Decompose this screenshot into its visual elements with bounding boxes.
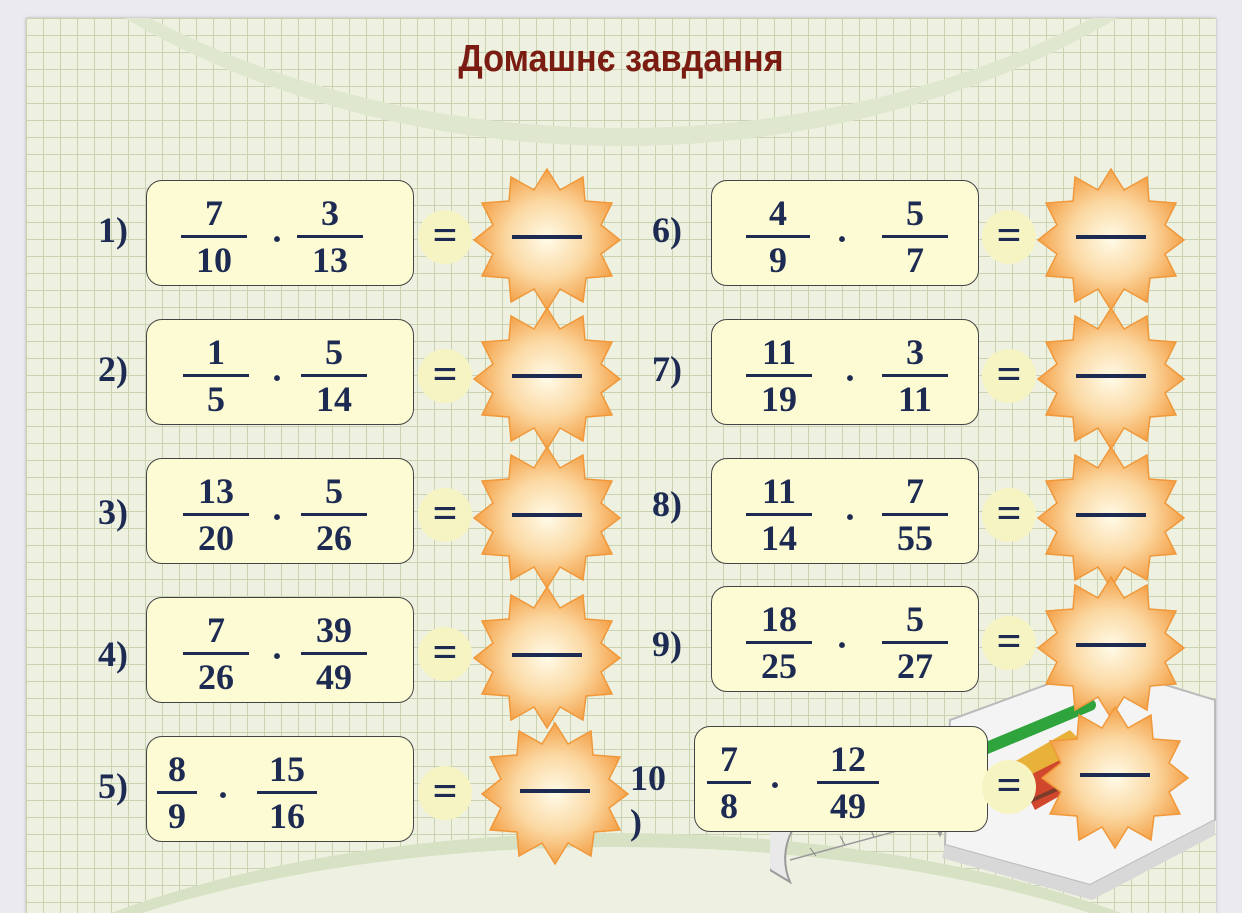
expression-box	[711, 586, 979, 692]
expression-box	[146, 736, 414, 842]
fraction-a	[183, 471, 249, 558]
fraction-b	[301, 471, 367, 558]
denominator: 7	[906, 240, 924, 280]
denominator: 19	[761, 379, 797, 419]
denominator: 25	[761, 646, 797, 686]
fraction-a	[707, 739, 751, 826]
fraction-a	[746, 332, 812, 419]
answer-sun[interactable]	[1036, 164, 1186, 314]
answer-blank	[1076, 513, 1146, 517]
fraction-a	[157, 749, 197, 836]
fraction-a	[746, 599, 812, 686]
denominator: 9	[168, 796, 186, 836]
answer-blank	[512, 374, 582, 378]
multiply-sign: ·	[836, 219, 849, 259]
exercise-number: 6)	[652, 210, 682, 250]
exercise-number: 5)	[98, 766, 128, 806]
denominator: 10	[196, 240, 232, 280]
answer-sun[interactable]	[480, 718, 630, 868]
numerator: 7	[205, 193, 223, 233]
answer-blank	[1076, 374, 1146, 378]
numerator: 8	[168, 749, 186, 789]
numerator: 39	[316, 610, 352, 650]
fraction-b	[257, 749, 317, 836]
fraction-b	[882, 193, 948, 280]
answer-blank	[520, 789, 590, 793]
exercise-number: 3)	[98, 492, 128, 532]
fraction-b	[817, 739, 879, 826]
numerator: 4	[769, 193, 787, 233]
equals-sign: =	[982, 760, 1036, 814]
exercise-number: 1)	[98, 210, 128, 250]
sun-burst-icon	[472, 582, 622, 732]
denominator: 11	[897, 379, 932, 419]
denominator: 49	[830, 786, 866, 826]
numerator: 12	[830, 739, 866, 779]
multiply-sign: ·	[217, 775, 230, 815]
exercise-number: 8)	[652, 484, 682, 524]
fraction-b	[882, 599, 948, 686]
equals-sign: =	[418, 627, 472, 681]
multiply-sign: ·	[271, 497, 284, 537]
exercise-number: 7)	[652, 349, 682, 389]
answer-sun[interactable]	[472, 582, 622, 732]
answer-sun[interactable]	[1040, 702, 1190, 852]
sun-burst-icon	[1036, 164, 1186, 314]
sun-burst-icon	[472, 442, 622, 592]
numerator: 7	[720, 739, 738, 779]
answer-blank	[1076, 643, 1146, 647]
fraction-b	[301, 610, 367, 697]
equals-sign: =	[982, 488, 1036, 542]
fraction-a	[746, 471, 812, 558]
denominator: 9	[769, 240, 787, 280]
expression-box	[146, 319, 414, 425]
denominator: 27	[897, 646, 933, 686]
numerator: 15	[269, 749, 305, 789]
sun-burst-icon	[1040, 702, 1190, 852]
expression-box	[146, 458, 414, 564]
denominator: 13	[312, 240, 348, 280]
multiply-sign: ·	[844, 497, 857, 537]
fraction-a	[746, 193, 810, 280]
fraction-a	[181, 193, 247, 280]
numerator: 5	[325, 471, 343, 511]
answer-blank	[512, 235, 582, 239]
expression-box	[694, 726, 988, 832]
equals-sign: =	[418, 349, 472, 403]
denominator: 5	[207, 379, 225, 419]
equals-sign: =	[418, 766, 472, 820]
fraction-b	[882, 332, 948, 419]
answer-sun[interactable]	[472, 164, 622, 314]
answer-sun[interactable]	[472, 442, 622, 592]
equals-sign: =	[982, 616, 1036, 670]
equals-sign: =	[982, 210, 1036, 264]
sun-burst-icon	[472, 164, 622, 314]
fraction-a	[183, 610, 249, 697]
fraction-b	[301, 332, 367, 419]
exercise-number: 4)	[98, 634, 128, 674]
denominator: 26	[198, 657, 234, 697]
answer-blank	[1076, 235, 1146, 239]
denominator: 55	[897, 518, 933, 558]
expression-box	[711, 458, 979, 564]
expression-box	[711, 180, 979, 286]
exercise-number: 9)	[652, 624, 682, 664]
sun-burst-icon	[480, 718, 630, 868]
exercise-number: 10 )	[630, 758, 666, 842]
multiply-sign: ·	[271, 219, 284, 259]
answer-blank	[512, 653, 582, 657]
fraction-b	[297, 193, 363, 280]
numerator: 18	[761, 599, 797, 639]
denominator: 14	[761, 518, 797, 558]
sun-burst-icon	[1036, 442, 1186, 592]
numerator: 7	[906, 471, 924, 511]
numerator: 13	[198, 471, 234, 511]
multiply-sign: ·	[769, 765, 782, 805]
numerator: 1	[207, 332, 225, 372]
exercise-number: 2)	[98, 349, 128, 389]
denominator: 16	[269, 796, 305, 836]
denominator: 8	[720, 786, 738, 826]
answer-sun[interactable]	[1036, 442, 1186, 592]
sun-burst-icon	[1036, 303, 1186, 453]
numerator: 5	[906, 599, 924, 639]
denominator: 20	[198, 518, 234, 558]
expression-box	[146, 597, 414, 703]
expression-box	[711, 319, 979, 425]
equals-sign: =	[982, 349, 1036, 403]
answer-blank	[512, 513, 582, 517]
multiply-sign: ·	[844, 358, 857, 398]
fraction-b	[882, 471, 948, 558]
page-title: Домашнє завдання	[458, 38, 784, 80]
denominator: 49	[316, 657, 352, 697]
sun-burst-icon	[1036, 572, 1186, 722]
numerator: 3	[321, 193, 339, 233]
numerator: 11	[761, 471, 796, 511]
fraction-a	[183, 332, 249, 419]
equals-sign: =	[418, 488, 472, 542]
answer-blank	[1080, 773, 1150, 777]
answer-sun[interactable]	[472, 303, 622, 453]
numerator: 3	[906, 332, 924, 372]
numerator: 7	[207, 610, 225, 650]
multiply-sign: ·	[271, 358, 284, 398]
denominator: 14	[316, 379, 352, 419]
sun-burst-icon	[472, 303, 622, 453]
answer-sun[interactable]	[1036, 572, 1186, 722]
multiply-sign: ·	[836, 625, 849, 665]
numerator: 11	[761, 332, 796, 372]
expression-box	[146, 180, 414, 286]
multiply-sign: ·	[271, 636, 284, 676]
answer-sun[interactable]	[1036, 303, 1186, 453]
numerator: 5	[906, 193, 924, 233]
equals-sign: =	[418, 210, 472, 264]
denominator: 26	[316, 518, 352, 558]
numerator: 5	[325, 332, 343, 372]
